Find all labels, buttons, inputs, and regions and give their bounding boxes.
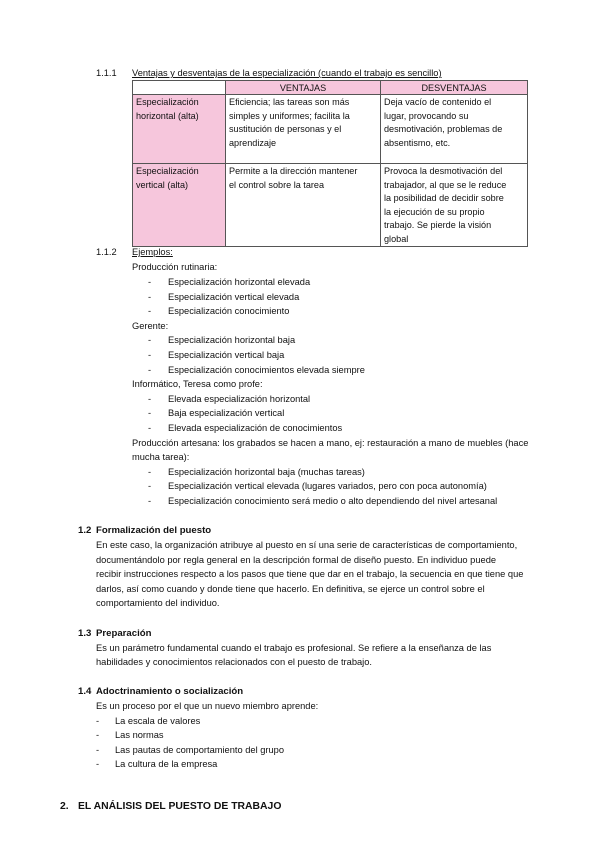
list-item: Elevada especialización de conocimientos — [168, 423, 343, 433]
bullet-dash: - — [148, 408, 152, 418]
advantages-table — [132, 80, 528, 247]
table-corner-cell — [133, 81, 226, 95]
section-title-1-4: Adoctrinamiento o socialización — [96, 686, 244, 697]
bullet-dash: - — [96, 745, 100, 755]
cell-line: trabajador, al que se le reduce — [384, 179, 507, 190]
section-title-1-1-2: Ejemplos: — [132, 247, 173, 257]
paragraph-line: Es un parámetro fundamental cuando el trabajo es profesional. Se refiere a la enseñanza de las — [96, 643, 492, 653]
cell-line: sustitución de personas y el — [229, 124, 342, 134]
list-item: Especialización conocimientos elevada siempre — [168, 365, 365, 375]
list-item: La escala de valores — [115, 716, 201, 726]
list-item: Las normas — [115, 730, 164, 740]
section-number-1-1-1: 1.1.1 — [96, 68, 117, 78]
list-item: Especialización vertical baja — [168, 350, 285, 360]
cell-desventajas-vertical — [381, 164, 528, 247]
cell-desventajas-horizontal — [381, 95, 528, 164]
list-item: Especialización vertical elevada (lugares variados, pero con poca autonomía) — [168, 481, 487, 491]
table-header-row — [133, 81, 528, 95]
table-row — [133, 164, 528, 247]
row-label-horizontal — [133, 95, 226, 164]
paragraph-line: recibir instrucciones respecto a los pasos que tiene que dar en el trabajo, la secuencia en que tiene que — [96, 569, 524, 579]
table-row — [133, 95, 528, 164]
list-item: Baja especialización vertical — [168, 408, 285, 418]
list-item: Especialización horizontal elevada — [168, 277, 311, 287]
section-number-1-1-2: 1.1.2 — [96, 247, 117, 257]
bullet-dash: - — [148, 496, 152, 506]
paragraph-line: comportamiento del individuo. — [96, 598, 220, 608]
section-title-1-3: Preparación — [96, 628, 152, 639]
bullet-dash: - — [96, 759, 100, 769]
cell-line: aprendizaje — [229, 137, 277, 148]
list-item: Especialización vertical elevada — [168, 292, 300, 302]
bullet-dash: - — [148, 335, 152, 345]
cell-ventajas-vertical — [226, 164, 381, 247]
bullet-dash: - — [96, 730, 100, 740]
section-title-1-1-1: Ventajas y desventajas de la especialización (cuando el trabajo es sencillo) — [132, 68, 442, 78]
cell-ventajas-horizontal — [226, 95, 381, 164]
section-number-1-2: 1.2 — [78, 525, 92, 536]
cell-line: el control sobre la tarea — [229, 179, 325, 190]
list-item: Elevada especialización horizontal — [168, 394, 311, 404]
cell-line: Eficiencia; las tareas son más — [229, 97, 350, 107]
bullet-dash: - — [148, 277, 152, 287]
bullet-dash: - — [148, 467, 152, 477]
paragraph-line: habilidades y conocimientos relacionados con el puesto de trabajo. — [96, 657, 372, 667]
bullet-dash: - — [148, 394, 152, 404]
cell-line: absentismo, etc. — [384, 137, 451, 148]
list-item: La cultura de la empresa — [115, 759, 218, 769]
cell-line: simples y uniformes; facilita la — [229, 110, 350, 121]
bullet-dash: - — [148, 481, 152, 491]
row-label-line: horizontal (alta) — [136, 110, 199, 121]
cell-line: lugar, provocando su — [384, 110, 469, 121]
example-group-label-cont: mucha tarea): — [132, 452, 190, 462]
cell-line: la ejecución de su propio — [384, 206, 485, 217]
cell-line: la posibilidad de decidir sobre — [384, 193, 504, 203]
example-group-label: Gerente: — [132, 321, 169, 331]
row-label-vertical — [133, 164, 226, 247]
bullet-dash: - — [96, 716, 100, 726]
list-item: Las pautas de comportamiento del grupo — [115, 745, 285, 755]
cell-line: Permite a la dirección mantener — [229, 166, 358, 176]
bullet-dash: - — [148, 292, 152, 302]
cell-line: global — [384, 233, 409, 244]
paragraph-line: En este caso, la organización atribuye al puesto en sí una serie de características de comportamiento, — [96, 540, 518, 550]
paragraph-line: darlos, así como cuando y donde tiene que hacerlo. En definitiva, se ejerce un control sobre el — [96, 584, 485, 594]
chapter-number-2: 2. — [60, 801, 69, 812]
header-desventajas: DESVENTAJAS — [381, 81, 528, 95]
row-label-line: Especialización — [136, 97, 199, 107]
section-number-1-3: 1.3 — [78, 628, 92, 639]
row-label-line: Especialización — [136, 166, 199, 176]
row-label-line: vertical (alta) — [136, 179, 189, 190]
bullet-dash: - — [148, 423, 152, 433]
paragraph-line: documentándolo por regla general en la descripción formal de diseño puesto. En individuo puede — [96, 555, 497, 565]
list-item: Especialización horizontal baja — [168, 335, 296, 345]
example-group-label: Producción rutinaria: — [132, 262, 218, 272]
chapter-title-2: EL ANÁLISIS DEL PUESTO DE TRABAJO — [78, 801, 282, 812]
bullet-dash: - — [148, 350, 152, 360]
list-item: Especialización conocimiento — [168, 306, 290, 316]
header-ventajas: VENTAJAS — [226, 81, 381, 95]
paragraph-line: Es un proceso por el que un nuevo miembro aprende: — [96, 701, 319, 711]
bullet-dash: - — [148, 365, 152, 375]
cell-line: Deja vacío de contenido el — [384, 97, 492, 107]
example-group-label: Informático, Teresa como profe: — [132, 379, 263, 389]
example-group-label: Producción artesana: los grabados se hacen a mano, ej: restauración a mano de muebles (hace — [132, 438, 529, 448]
cell-line: Provoca la desmotivación del — [384, 166, 503, 176]
bullet-dash: - — [148, 306, 152, 316]
section-number-1-4: 1.4 — [78, 686, 92, 697]
list-item: Especialización horizontal baja (muchas tareas) — [168, 467, 365, 477]
list-item: Especialización conocimiento será medio o alto dependiendo del nivel artesanal — [168, 496, 498, 506]
cell-line: desmotivación, problemas de — [384, 124, 503, 134]
section-title-1-2: Formalización del puesto — [96, 525, 212, 536]
cell-line: trabajo. Se pierde la visión — [384, 220, 492, 230]
